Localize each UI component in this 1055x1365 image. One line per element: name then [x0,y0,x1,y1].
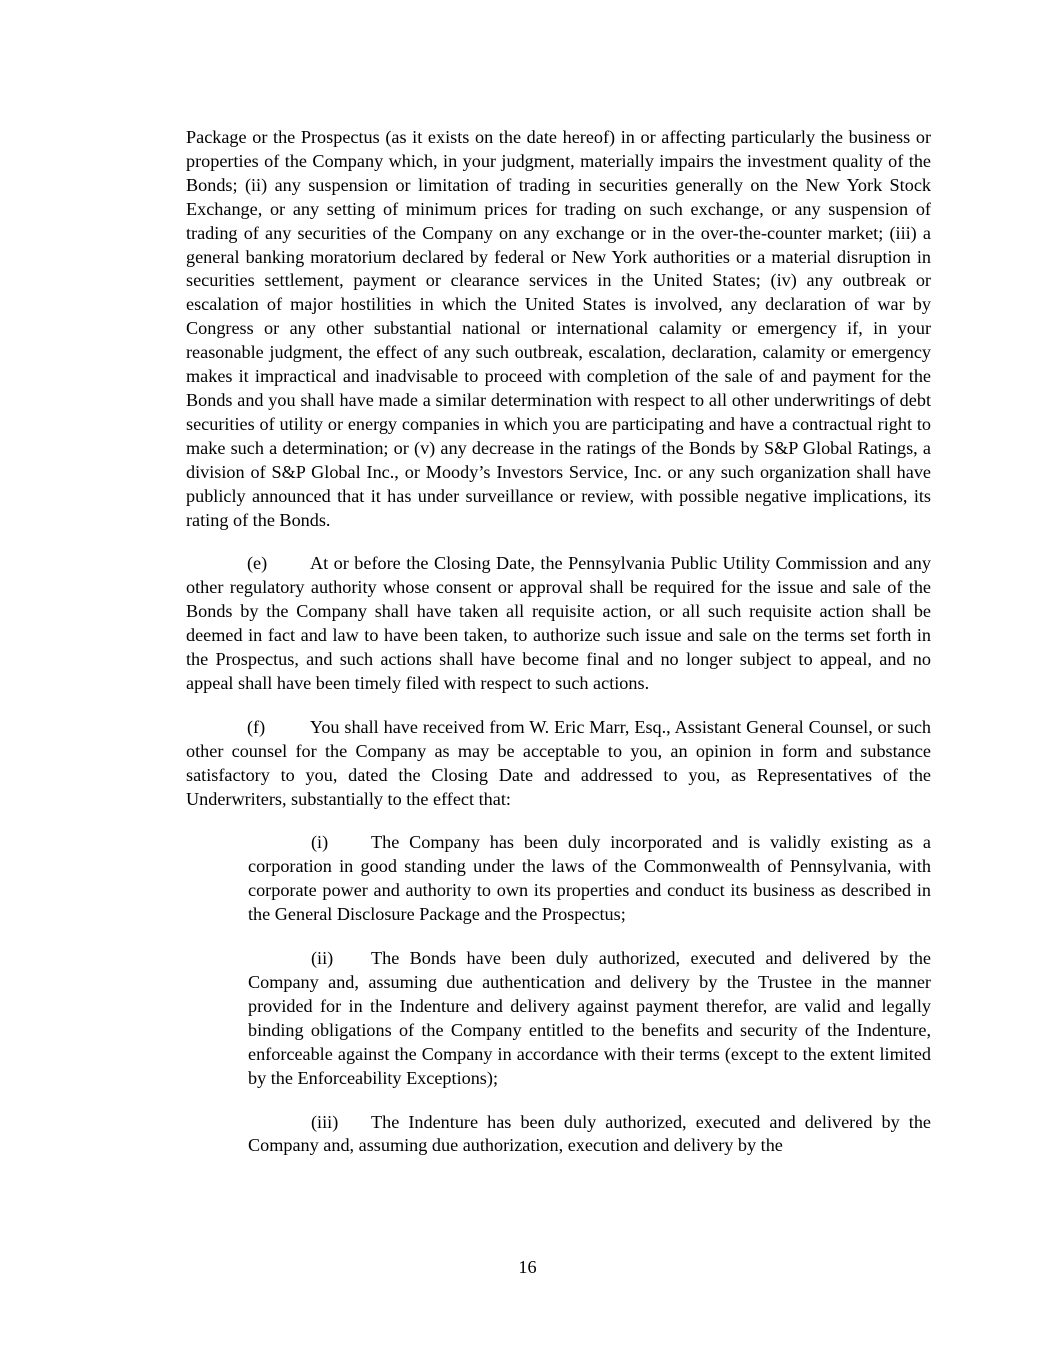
section-e-text: At or before the Closing Date, the Pennsylvania Public Utility Commission and any other regulatory authority whose consent or approval shall be required for the issue and sale of the Bonds by the Company shall have taken all requisite action, or all such requisite action shall be deemed in fact and law to have been taken, to authorize such issue and sale on the terms set forth in the Prospectus, and such actions shall have become final and no longer subject to appeal, and no appeal shall have been timely filed with respect to such actions. [186,553,931,693]
section-f-text: You shall have received from W. Eric Marr, Esq., Assistant General Counsel, or such other counsel for the Company as may be acceptable to you, an opinion in form and substance satisfactory to you, dated the Closing Date and addressed to you, as Representatives of the Underwriters, substantially to the effect that: [186,716,931,809]
subsection-ii [248,947,931,1090]
section-f-label: (f) [247,716,266,737]
document-body [186,126,931,1178]
subsection-iii [248,1111,931,1159]
subsection-i [248,831,931,927]
section-e [186,552,931,695]
subsection-ii-text: The Bonds have been duly authorized, executed and delivered by the Company and, assuming due authentication and delivery by the Trustee in the manner provided for in the Indenture and delivery against payment therefor, are valid and legally binding obligations of the Company entitled to the benefits and security of the Indenture, enforceable against the Company in accordance with their terms (except to the extent limited by the Enforceability Exceptions); [248,948,931,1088]
subsection-iii-text: The Indenture has been duly authorized, executed and delivered by the Company and, assuming due authorization, execution and delivery by the [248,1111,931,1156]
subsection-i-text: The Company has been duly incorporated and is validly existing as a corporation in good standing under the laws of the Commonwealth of Pennsylvania, with corporate power and authority to own its properties and conduct its business as described in the General Disclosure Package and the Prospectus; [248,832,931,925]
section-e-label: (e) [247,553,268,574]
section-f [186,716,931,812]
paragraph-continuation: Package or the Prospectus (as it exists on the date hereof) in or affecting particularly the business or properties of the Company which, in your judgment, materially impairs the investment quality of the Bonds; (ii) any suspension or limitation of trading in securities generally on the New York Stock Exchange, or any setting of minimum prices for trading on such exchange, or any suspension of trading of any securities of the Company on any exchange or in the over-the-counter market; (iii) a general banking moratorium declared by federal or New York authorities or a material disruption in securities settlement, payment or clearance services in the United States; (iv) any outbreak or escalation of major hostilities in which the United States is involved, any declaration of war by Congress or any other substantial national or international calamity or emergency if, in your reasonable judgment, the effect of any such outbreak, escalation, declaration, calamity or emergency makes it impractical and inadvisable to proceed with completion of the sale of and payment for the Bonds and you shall have made a similar determination with respect to all other underwritings of debt securities of utility or energy companies in which you are participating and have a contractual right to make such a determination; or (v) any decrease in the ratings of the Bonds by S&P Global Ratings, a division of S&P Global Inc., or Moody’s Investors Service, Inc. or any such organization shall have publicly announced that it has under surveillance or review, with possible negative implications, its rating of the Bonds. [186,127,931,530]
subsection-ii-label: (ii) [311,948,334,969]
subsection-i-label: (i) [311,832,329,853]
subsection-iii-label: (iii) [311,1111,339,1132]
page-number: 16 [518,1257,537,1277]
